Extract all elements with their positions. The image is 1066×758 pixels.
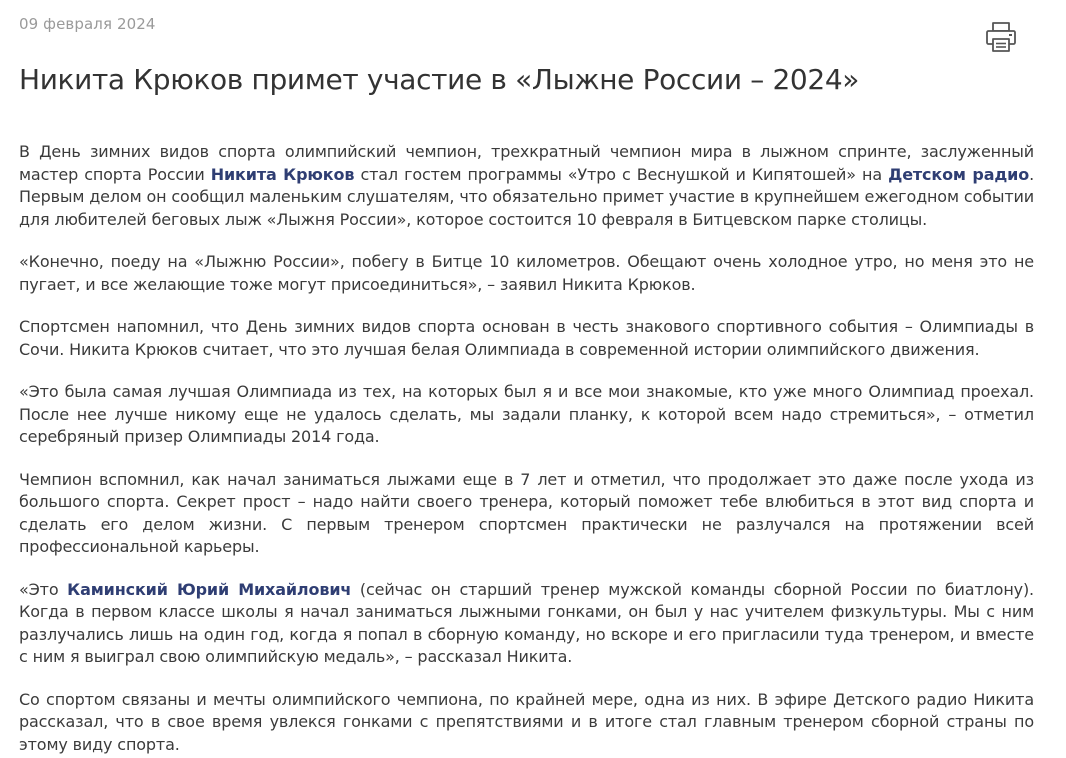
article-body	[19, 141, 1034, 756]
radio-station-link[interactable]: Детском радио	[888, 164, 1030, 184]
article-paragraph: Спортсмен напомнил, что День зимних видов спорта основан в честь знакового спортивного события – Олимпиады в Сочи. Никита Крюков считает, что это лучшая белая Олимпиада в современной истории олимпийского движения.	[19, 317, 1034, 359]
paragraph-text: «Это	[19, 579, 68, 599]
paragraph-text: (сейчас он старший тренер мужской команды сборной России по биатлону). Когда в первом классе школы я начал заниматься лыжными гонками, он был у нас учителем физкультуры. Мы с ним разлучались лишь на один год, когда я попал в сборную команду, но вскоре и его пригласили туда тренером, и вместе с ним я выиграл свою олимпийскую медаль», – рассказал Никита.	[19, 579, 1034, 666]
paragraph-text: В День зимних видов спорта олимпийский чемпион, трехкратный чемпион мира в лыжном спринте, заслуженный мастер спорта России	[19, 142, 1034, 184]
printer-icon	[984, 20, 1018, 54]
article-title: Никита Крюков примет участие в «Лыжне России – 2024»	[19, 63, 860, 96]
paragraph-text: стал гостем программы «Утро с Веснушкой и Кипятошей» на	[354, 164, 889, 184]
coach-name-link[interactable]: Каминский Юрий Михайлович	[67, 579, 352, 599]
article-date: 09 февраля 2024	[19, 15, 156, 33]
article-paragraph	[19, 579, 1034, 669]
print-button[interactable]	[984, 20, 1018, 54]
article-paragraph: Со спортом связаны и мечты олимпийского чемпиона, по крайней мере, одна из них. В эфире Детского радио Никита рассказал, что в свое время увлекся гонками с препятствиями и в итоге стал главным тренером сборной страны по этому виду спорта.	[19, 689, 1034, 754]
article-paragraph	[19, 141, 1034, 231]
athlete-name-link[interactable]: Никита Крюков	[210, 164, 355, 184]
article-paragraph: Чемпион вспомнил, как начал заниматься лыжами еще в 7 лет и отметил, что продолжает это даже после ухода из большого спорта. Секрет прост – надо найти своего тренера, который поможет тебе влюбиться в этот вид спорта и сделать его делом жизни. С первым тренером спортсмен практически не разлучался на протяжении всей профессиональной карьеры.	[19, 469, 1034, 556]
paragraph-text: . Первым делом он сообщил маленьким слушателям, что обязательно примет участие в крупнейшем ежегодном событии для любителей беговых лыж «Лыжня России», которое состоится 10 февраля в Битцевском парке столицы.	[19, 164, 1034, 229]
article-paragraph: «Это была самая лучшая Олимпиада из тех, на которых был я и все мои знакомые, кто уже много Олимпиад проехал. После нее лучше никому еще не удалось сделать, мы задали планку, к которой всем надо стремиться», – отметил серебряный призер Олимпиады 2014 года.	[19, 382, 1034, 446]
article-paragraph: «Конечно, поеду на «Лыжню России», побегу в Битце 10 километров. Обещают очень холодное утро, но меня это не пугает, и все желающие тоже могут присоединиться», – заявил Никита Крюков.	[19, 252, 1034, 294]
